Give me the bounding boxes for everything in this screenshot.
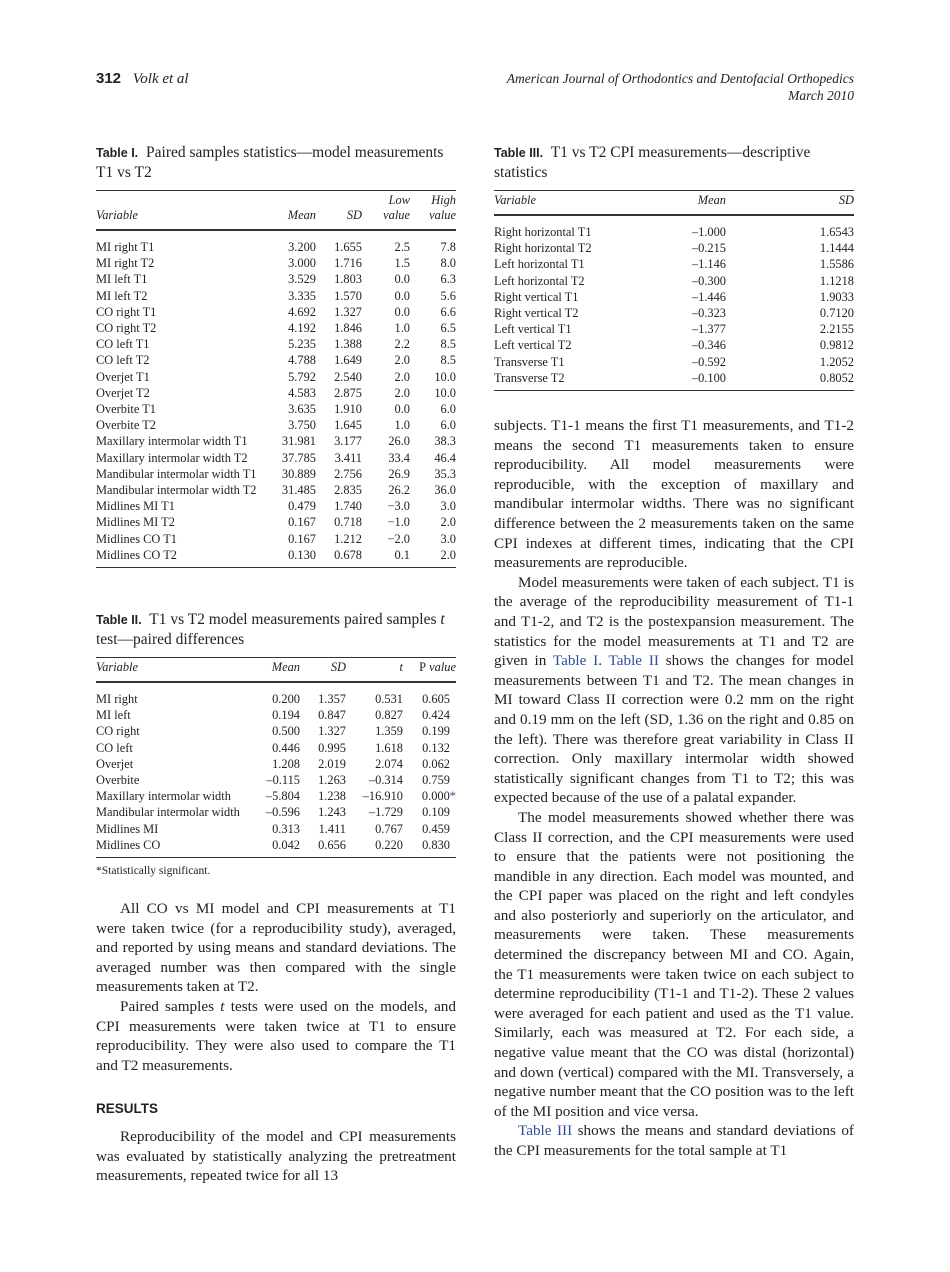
- table2-col-variable: Variable: [96, 660, 138, 675]
- table3-row: [494, 240, 854, 256]
- table1-link[interactable]: Table I: [552, 652, 599, 670]
- table1-cell: 2.5: [394, 240, 410, 254]
- table1-cell: 1.5: [394, 256, 410, 271]
- table1-cell: 30.889: [281, 466, 316, 481]
- table3-col-sd: SD: [838, 193, 854, 207]
- table1-cell: 10.0: [434, 385, 456, 400]
- table2-label: Table II.: [96, 613, 142, 628]
- table1-cell: Overbite T1: [96, 402, 156, 417]
- table1-cell: 6.6: [440, 304, 456, 319]
- table2-cell: 0.200: [272, 692, 300, 707]
- table2-cell: 0.132: [422, 740, 450, 755]
- table1-cell: 4.583: [288, 385, 316, 400]
- table2-header-row: [96, 658, 456, 683]
- table1-cell: Maxillary intermolar width T2: [96, 450, 248, 465]
- table2-cell: 0.605: [422, 692, 450, 707]
- table2-cell: 0.220: [375, 837, 403, 852]
- table1-title: Paired samples statistics—model measurements T1 vs T2: [96, 144, 444, 181]
- table3-cell: Left horizontal T2: [494, 273, 585, 288]
- table2-col-sd: SD: [330, 660, 346, 675]
- table2-cell: 0.759: [422, 773, 450, 788]
- table1-cell: 8.5: [440, 353, 456, 368]
- table1-cell: Mandibular intermolar width T1: [96, 466, 257, 481]
- table1-cell: 1.388: [334, 337, 362, 352]
- table1-row: [96, 547, 456, 568]
- table2-col-p: [403, 658, 456, 683]
- table1-row: [96, 230, 456, 255]
- table1-cell: 1.0: [394, 418, 410, 433]
- table2-link[interactable]: Table II: [608, 652, 659, 670]
- table2-row: [96, 788, 456, 804]
- table2-row: [96, 756, 456, 772]
- table2-cell: 0.446: [272, 740, 300, 755]
- table1-cell: Midlines CO T1: [96, 531, 178, 546]
- table1-cell: 1.327: [334, 304, 362, 319]
- table1-row: [96, 320, 456, 336]
- table1-cell: Midlines MI T1: [96, 499, 175, 514]
- table1-cell: 36.0: [434, 483, 456, 498]
- table1-cell: 0.0: [394, 304, 410, 319]
- table1-cell: CO right T1: [96, 304, 157, 319]
- table1-row: [96, 304, 456, 320]
- table1-cell: 3.000: [288, 256, 316, 271]
- table2-title-post: test—paired differences: [96, 631, 245, 649]
- table1-row: [96, 498, 456, 514]
- table2-cell: CO left: [96, 740, 133, 755]
- table2-cell: 0.656: [318, 837, 346, 852]
- table1-cell: MI left T1: [96, 272, 148, 287]
- running-authors: Volk et al: [132, 71, 189, 87]
- table1-col-high: High value: [429, 193, 456, 222]
- table1-caption: [96, 143, 456, 182]
- table1-cell: Overjet T2: [96, 385, 150, 400]
- table1-cell: Mandibular intermolar width T2: [96, 483, 257, 498]
- table1-cell: 2.756: [334, 466, 362, 481]
- table2-cell: 0.062: [422, 756, 450, 771]
- table1-cell: Maxillary intermolar width T1: [96, 434, 248, 449]
- table1-cell: 0.167: [288, 515, 316, 530]
- right-p2-c: shows the changes for model measurements between T1 and T2. The mean changes in MI toward Class II correction were 0.2 mm on the right and 0.19 mm on the left (SD, 1.36 on the right and 0.85 on the left). There was therefore great variability in Class II correction. Only maxillary intermolar width showed statistically significant changes from T1 to T2; this was expected because of the use of a palatal expander.: [494, 652, 854, 807]
- table3-cell: –0.215: [691, 241, 726, 256]
- table1-cell: 5.792: [288, 369, 316, 384]
- table2-cell: 0.459: [422, 821, 450, 836]
- table3-cell: –0.100: [691, 370, 726, 385]
- results-heading: RESULTS: [96, 1101, 159, 1117]
- table2-cell: MI right: [96, 692, 138, 707]
- table1-cell: 8.0: [440, 256, 456, 271]
- table3-cell: –0.323: [691, 306, 726, 321]
- table1-cell: 1.645: [334, 418, 362, 433]
- left-p2-pre: Paired samples: [120, 998, 221, 1016]
- table1-cell: 7.8: [440, 240, 456, 254]
- table1-cell: 31.485: [281, 483, 316, 498]
- table1-row: [96, 369, 456, 385]
- table2-cell: 1.327: [318, 724, 346, 739]
- table1-cell: 8.5: [440, 337, 456, 352]
- table1-cell: −2.0: [387, 531, 410, 546]
- table2-cell: 0.000*: [421, 789, 456, 804]
- table1-cell: 1.212: [334, 531, 362, 546]
- table1-row: [96, 466, 456, 482]
- table3-cell: –1.446: [691, 289, 726, 304]
- table2-cell: –16.910: [362, 789, 403, 804]
- table3-col-variable: Variable: [494, 193, 536, 207]
- table1-cell: 2.0: [440, 547, 456, 562]
- table1-cell: 3.200: [288, 240, 316, 254]
- table3-cell: 1.2052: [819, 354, 854, 369]
- table2-cell: –0.596: [265, 805, 300, 820]
- table2-col-t: t: [399, 660, 403, 675]
- table1-cell: 2.540: [334, 369, 362, 384]
- table1-cell: 3.635: [288, 402, 316, 417]
- table3-cell: 1.9033: [819, 289, 854, 304]
- table1-row: [96, 514, 456, 530]
- table1-cell: 1.910: [334, 402, 362, 417]
- table1-cell: 6.5: [440, 321, 456, 336]
- table2-cell: –1.729: [368, 805, 403, 820]
- table1-cell: 35.3: [434, 466, 456, 481]
- table3-cell: 1.5586: [819, 257, 854, 272]
- table3-link[interactable]: Table III: [518, 1122, 573, 1140]
- table3-cell: 2.2155: [819, 322, 854, 337]
- table2-row: [96, 804, 456, 820]
- table1-cell: 10.0: [434, 369, 456, 384]
- right-p2-b: .: [598, 652, 609, 670]
- table1-cell: 38.3: [434, 434, 456, 449]
- table1-cell: 33.4: [388, 450, 410, 465]
- table1-cell: 0.479: [288, 499, 316, 514]
- table2-cell: 0.830: [422, 837, 450, 852]
- table3-row: [494, 289, 854, 305]
- table1-col-variable: Variable: [96, 208, 138, 222]
- table1-cell: 2.0: [440, 515, 456, 530]
- table3-label: Table III.: [494, 146, 544, 160]
- table3-cell: Left vertical T1: [494, 322, 572, 337]
- table1-cell: 0.0: [394, 272, 410, 287]
- table1-cell: 1.846: [334, 321, 362, 336]
- table1-cell: Overbite T2: [96, 418, 156, 433]
- table2-cell: 2.074: [375, 756, 403, 771]
- table2-cell: 1.263: [318, 773, 346, 788]
- table2-row: [96, 723, 456, 739]
- table2-cell: Midlines CO: [96, 837, 161, 852]
- table3-cell: Right vertical T2: [494, 306, 579, 321]
- table1-cell: 6.0: [440, 418, 456, 433]
- table1-row: [96, 482, 456, 498]
- table2-cell: 1.411: [318, 821, 346, 836]
- table1-col-sd: SD: [346, 208, 362, 222]
- table2-cell: 1.208: [272, 756, 300, 771]
- table2-row: [96, 772, 456, 788]
- table1-cell: 2.0: [394, 353, 410, 368]
- table2-cell: 1.238: [318, 789, 346, 804]
- table2-cell: 0.199: [422, 724, 450, 739]
- table1-cell: 5.6: [440, 288, 456, 303]
- table1-cell: −3.0: [387, 499, 410, 514]
- table2-cell: 0.109: [422, 805, 450, 820]
- table1-header-row: [96, 191, 456, 231]
- table2-row: [96, 821, 456, 837]
- table1-col-low: Low value: [383, 193, 410, 222]
- table1-cell: Midlines MI T2: [96, 515, 175, 530]
- table3-cell: Right horizontal T1: [494, 225, 592, 239]
- table2-row: [96, 682, 456, 707]
- table1-cell: 2.0: [394, 369, 410, 384]
- table1-row: [96, 336, 456, 352]
- table1-cell: 3.177: [334, 434, 362, 449]
- left-p2-t: t: [220, 998, 225, 1016]
- table3-cell: –1.000: [691, 225, 726, 239]
- table1-cell: 4.788: [288, 353, 316, 368]
- table2-cell: Midlines MI: [96, 821, 159, 836]
- table2-cell: 0.313: [272, 821, 300, 836]
- table1-row: [96, 433, 456, 449]
- table2-row: [96, 837, 456, 858]
- table2-cell: 2.019: [318, 756, 346, 771]
- table1-row: [96, 385, 456, 401]
- table3-row: [494, 321, 854, 337]
- table1-cell: 26.2: [388, 483, 410, 498]
- table1-cell: MI left T2: [96, 288, 148, 303]
- table2-cell: 0.531: [375, 692, 403, 707]
- table1-cell: 1.655: [334, 240, 362, 254]
- table2: [96, 657, 456, 858]
- table2-cell: 0.767: [375, 821, 403, 836]
- table1-cell: 0.0: [394, 402, 410, 417]
- table3-cell: Left vertical T2: [494, 338, 572, 353]
- right-p2-a: Model measurements were taken of each subject. T1 is the average of the reproducibility measurement of T1-1 and T1-2, and T2 is the postexpansion measurement. The statistics for the model measurements at T1 and T2 are given in: [494, 573, 854, 670]
- table1-cell: 26.0: [388, 434, 410, 449]
- table3-cell: Right horizontal T2: [494, 241, 592, 256]
- table1-cell: 31.981: [281, 434, 316, 449]
- table3-row: [494, 337, 854, 353]
- table1-cell: 37.785: [281, 450, 316, 465]
- table2-cell: Overbite: [96, 773, 140, 788]
- table2-row: [96, 707, 456, 723]
- table1-cell: 2.0: [394, 385, 410, 400]
- table1-row: [96, 352, 456, 368]
- right-paragraph-2: [494, 573, 854, 808]
- left-p2-post: tests were used on the models, and CPI measurements were taken twice at T1 to ensure reproducibility. They were also used to compare the T1 and T2 measurements.: [96, 998, 456, 1074]
- table1-cell: 1.649: [334, 353, 362, 368]
- table2-cell: 0.847: [318, 708, 346, 723]
- table1: [96, 190, 456, 568]
- table1-cell: 26.9: [388, 466, 410, 481]
- table3-cell: 0.8052: [819, 370, 854, 385]
- significance-marker: *: [449, 789, 456, 804]
- table3: [494, 190, 854, 391]
- table3-cell: –0.346: [691, 338, 726, 353]
- left-body-text: [96, 899, 456, 1186]
- table2-cell: 0.042: [272, 837, 300, 852]
- table1-row: [96, 255, 456, 271]
- table2-cell: 0.995: [318, 740, 346, 755]
- table3-title: T1 vs T2 CPI measurements—descriptive statistics: [494, 144, 811, 181]
- table1-cell: 6.3: [440, 272, 456, 287]
- table1-cell: 2.835: [334, 483, 362, 498]
- table2-cell: CO right: [96, 724, 140, 739]
- table2-title-t: t: [440, 611, 445, 629]
- table1-cell: 0.0: [394, 288, 410, 303]
- table1-cell: 0.678: [334, 547, 362, 562]
- right-body-text: [494, 416, 854, 1161]
- table2-row: [96, 740, 456, 756]
- table2-cell: 1.243: [318, 805, 346, 820]
- left-paragraph-3: Reproducibility of the model and CPI measurements was evaluated by statistically analyzing the pretreatment measurements, repeated twice for all 13: [96, 1128, 456, 1185]
- table1-cell: 0.1: [394, 547, 410, 562]
- journal-name: American Journal of Orthodontics and Dentofacial Orthopedics: [506, 71, 854, 86]
- running-header-right: [507, 70, 854, 104]
- table1-cell: 3.0: [440, 531, 456, 546]
- table1-row: [96, 271, 456, 287]
- table3-row: [494, 370, 854, 391]
- table1-col-mean: Mean: [287, 208, 316, 222]
- table1-cell: 0.130: [288, 547, 316, 562]
- table2-cell: 1.359: [375, 724, 403, 739]
- table2-cell: –5.804: [265, 789, 300, 804]
- table1-cell: 1.716: [334, 256, 362, 271]
- table1-cell: 2.2: [394, 337, 410, 352]
- table1-cell: 1.740: [334, 499, 362, 514]
- table1-row: [96, 401, 456, 417]
- table3-cell: 1.1444: [819, 241, 854, 256]
- table1-cell: CO left T2: [96, 353, 150, 368]
- table2-col-p-value: value: [429, 660, 456, 675]
- table1-cell: Midlines CO T2: [96, 547, 178, 562]
- table1-cell: 2.875: [334, 385, 362, 400]
- table3-row: [494, 256, 854, 272]
- table3-cell: –0.592: [691, 354, 726, 369]
- table2-title-pre: T1 vs T2 model measurements paired samples: [149, 611, 441, 629]
- left-paragraph-1: All CO vs MI model and CPI measurements at T1 were taken twice (for a reproducibility study), averaged, and reported by using means and standard deviations. The averaged number was then compared with the single measurements taken at T2.: [96, 900, 456, 996]
- table2-cell: 0.827: [375, 708, 403, 723]
- table2-cell: 1.357: [318, 692, 346, 707]
- table2-cell: MI left: [96, 708, 131, 723]
- right-paragraph-1: subjects. T1-1 means the first T1 measurements, and T1-2 means the second T1 measurements taken to ensure reproducibility. All model measurements were reproducible, with the exception of maxillary and mandibular intermolar widths. There was no significant difference between the 2 measurements taken on the same CPI indexes at different times, indicating that the CPI measurements are reproducible.: [494, 417, 854, 572]
- running-header-left: [96, 70, 189, 88]
- table1-cell: MI right T1: [96, 240, 155, 254]
- table2-col-mean: Mean: [271, 660, 300, 675]
- table1-cell: 3.335: [288, 288, 316, 303]
- table1-cell: 0.167: [288, 531, 316, 546]
- table3-header-row: [494, 191, 854, 216]
- table1-cell: 3.750: [288, 418, 316, 433]
- table3-cell: Transverse T1: [494, 354, 565, 369]
- table3-cell: 0.9812: [819, 338, 854, 353]
- table2-cell: Overjet: [96, 756, 134, 771]
- table1-row: [96, 417, 456, 433]
- table1-cell: 4.692: [288, 304, 316, 319]
- table2-caption: [96, 610, 456, 649]
- table1-row: [96, 288, 456, 304]
- table2-cell: 0.500: [272, 724, 300, 739]
- table1-row: [96, 531, 456, 547]
- table3-row: [494, 354, 854, 370]
- table2-cell: 0.194: [272, 708, 300, 723]
- table1-cell: 1.0: [394, 321, 410, 336]
- table1-cell: 46.4: [434, 450, 456, 465]
- table2-col-p-letter: P: [419, 660, 427, 675]
- table1-cell: 1.570: [334, 288, 362, 303]
- table1-cell: CO right T2: [96, 321, 157, 336]
- right-column: [494, 143, 854, 1161]
- table1-row: [96, 450, 456, 466]
- right-paragraph-4: [494, 1121, 854, 1160]
- table1-cell: 3.0: [440, 499, 456, 514]
- table3-row: [494, 215, 854, 240]
- issue-date: March 2010: [788, 88, 854, 103]
- table1-cell: 4.192: [288, 321, 316, 336]
- right-paragraph-3: The model measurements showed whether there was Class II correction, and the CPI measurements were used to ensure that the patients were not positioning the mandible in any direction. Each model was mounted, and the CPI paper was placed on the right and left condyles and also posteriorly and superiorly on the articulator, and measurements were taken. These measurements determined the discrepancy between MI and CO. Again, the T1 measurements were taken twice on each subject to determine reproducibility (T1-1 and T1-2). These 2 values were averaged for each patient and used as the T1 value. Similarly, each was measured at T2. For each side, a negative value meant that the CO was distal (horizontal) and down (vertical) compared with the MI. Transversely, a negative number meant that the CO position was to the left of the MI position and vice versa.: [494, 808, 854, 1120]
- table1-cell: 0.718: [334, 515, 362, 530]
- table1-cell: 1.803: [334, 272, 362, 287]
- left-paragraph-2: [96, 997, 456, 1075]
- table2-footnote: *Statistically significant.: [96, 865, 211, 878]
- table3-row: [494, 305, 854, 321]
- table1-cell: 6.0: [440, 402, 456, 417]
- right-p4-rest: shows the means and standard deviations of the CPI measurements for the total sample at T1: [494, 1122, 854, 1159]
- table1-cell: 5.235: [288, 337, 316, 352]
- table1-cell: CO left T1: [96, 337, 150, 352]
- table3-cell: –1.377: [691, 322, 726, 337]
- table1-cell: MI right T2: [96, 256, 155, 271]
- table3-cell: 1.1218: [819, 273, 854, 288]
- table1-cell: 3.411: [334, 450, 362, 465]
- table2-cell: 1.618: [375, 740, 403, 755]
- table1-cell: −1.0: [387, 515, 410, 530]
- table1-cell: Overjet T1: [96, 369, 150, 384]
- table3-cell: Transverse T2: [494, 370, 565, 385]
- table2-cell: 0.424: [422, 708, 450, 723]
- left-column: [96, 143, 456, 1186]
- table3-cell: –0.300: [691, 273, 726, 288]
- table2-cell: Mandibular intermolar width: [96, 805, 240, 820]
- table3-col-mean: Mean: [697, 193, 726, 207]
- table3-cell: Left horizontal T1: [494, 257, 585, 272]
- table1-label: Table I.: [96, 146, 139, 160]
- table3-row: [494, 273, 854, 289]
- table3-cell: 0.7120: [819, 306, 854, 321]
- table2-cell: –0.314: [368, 773, 403, 788]
- table3-cell: 1.6543: [819, 225, 854, 239]
- table1-cell: 3.529: [288, 272, 316, 287]
- table2-cell: –0.115: [266, 773, 300, 788]
- page-number: 312: [96, 70, 122, 87]
- table3-cell: –1.146: [691, 257, 726, 272]
- table2-cell: Maxillary intermolar width: [96, 789, 231, 804]
- table3-caption: [494, 143, 854, 182]
- table3-cell: Right vertical T1: [494, 289, 579, 304]
